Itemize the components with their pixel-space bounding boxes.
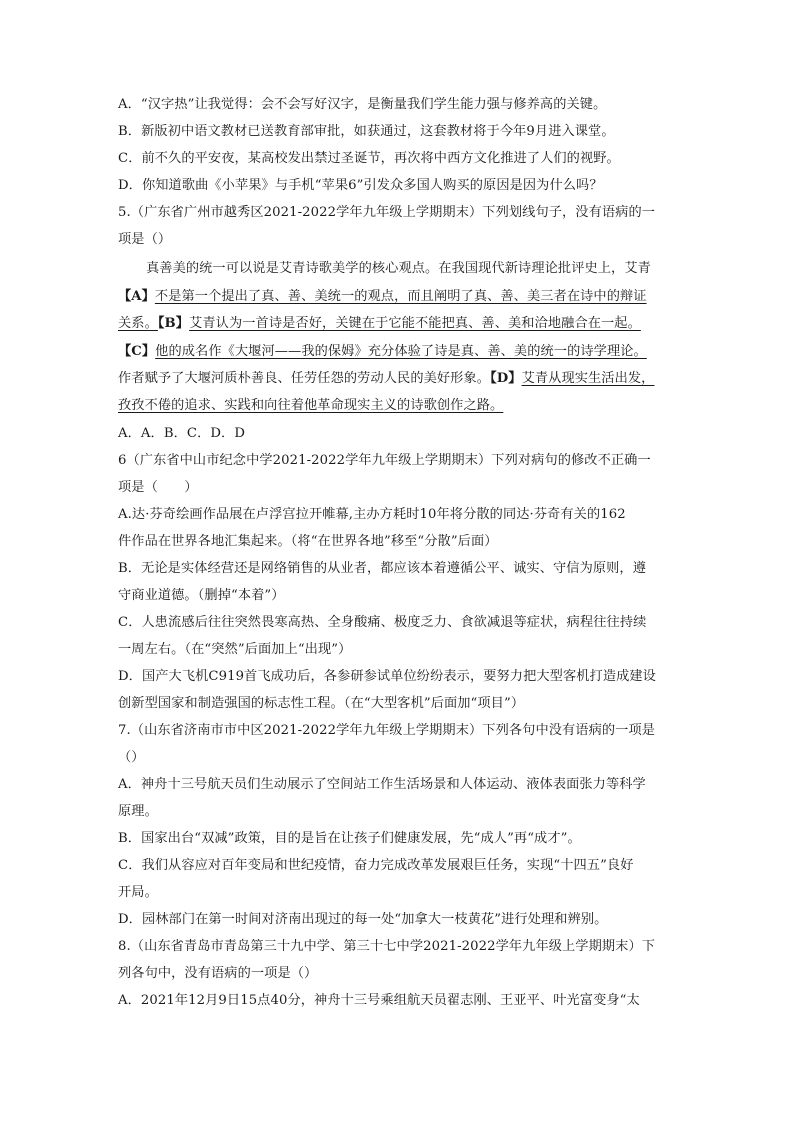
question-5-stem: 5.（广东省广州市越秀区2021-2022学年九年级上学期期末）下列划线句子，没有语病的一 bbox=[118, 205, 656, 220]
underlined-sentence-a-end: 关系。 bbox=[118, 316, 158, 331]
question-7-stem: 7.（山东省济南市市中区2021-2022学年九年级上学期期末）下列各句中没有语病的一项是 bbox=[118, 723, 656, 738]
passage-line bbox=[118, 314, 678, 336]
passage-line bbox=[118, 342, 678, 364]
text-line: C．人患流感后往往突然畏寒高热、全身酸痛、极度乏力、食欲减退等症状，病程往往持续 bbox=[118, 615, 647, 630]
text-line: D．国产大飞机C919首飞成功后，各参研参试单位纷纷表示，要努力把大型客机打造成建设 bbox=[118, 669, 656, 684]
text-line: 原理。 bbox=[118, 804, 158, 819]
text-line: A.达·芬奇绘画作品展在卢浮宫拉开帷幕,主办方耗时10年将分散的同达·芬奇有关的162 bbox=[118, 507, 626, 522]
text-line: A．2021年12月9日15点40分，神舟十三号乘组航天员翟志刚、王亚平、叶光富变身“太 bbox=[118, 993, 640, 1008]
text-line: C．前不久的平安夜，某高校发出禁过圣诞节，再次将中西方文化推进了人们的视野。 bbox=[118, 151, 620, 166]
underlined-sentence-d-end: 孜孜不倦的追求、实践和向往着他革命现实主义的诗歌创作之路。 bbox=[118, 398, 504, 413]
label-c: 【C】 bbox=[118, 344, 156, 359]
text-line: 项是（） bbox=[118, 232, 172, 247]
text-line: D．园林部门在第一时间对济南出现过的每一处“加拿大一枝黄花”进行处理和辨别。 bbox=[118, 912, 608, 927]
underlined-sentence-a: 不是第一个提出了真、善、美统一的观点，而且阐明了真、善、美三者在诗中的辩证 bbox=[154, 289, 647, 304]
text-line: 开局。 bbox=[118, 885, 158, 900]
text-line: 创新型国家和制造强国的标志性工程。（在“大型客机”后面加“项目”） bbox=[118, 696, 525, 711]
underlined-sentence-d: 艾青从现实生活出发， bbox=[521, 371, 655, 386]
text-line: B．新版初中语文教材已送教育部审批，如获通过，这套教材将于今年9月进入课堂。 bbox=[118, 124, 615, 139]
question-8-stem: 8.（山东省青岛市青岛第三十九中学、第三十七中学2021-2022学年九年级上学期期末）下 bbox=[118, 939, 656, 954]
text-line: 一周左右。（在“突然”后面加上“出现”） bbox=[118, 642, 352, 657]
text-line: A．神舟十三号航天员们生动展示了空间站工作生活场景和人体运动、液体表面张力等科学 bbox=[118, 777, 646, 792]
answer-options: A．A．B．C．D．D bbox=[118, 426, 246, 441]
text-line: 守商业道德。（删掉“本着”） bbox=[118, 588, 285, 603]
text-line: 项是（ ） bbox=[118, 480, 198, 495]
underlined-sentence-c: 他的成名作《大堰河——我的保姆》充分体验了诗是真、善、美的统一的诗学理论。 bbox=[155, 344, 647, 359]
label-d: 【D】 bbox=[490, 371, 522, 386]
text-line: （） bbox=[118, 750, 145, 765]
text-line: 件作品在世界各地汇集起来。（将“在世界各地”移至“分散”后面） bbox=[118, 534, 498, 549]
text-line: 列各句中，没有语病的一项是（） bbox=[118, 966, 318, 981]
text-line: A．“汉字热”让我觉得：会不会写好汉字，是衡量我们学生能力强与修养高的关键。 bbox=[118, 97, 607, 112]
passage-line: 真善美的统一可以说是艾青诗歌美学的核心观点。在我国现代新诗理论批评史上，艾青 bbox=[146, 261, 651, 276]
question-6-stem: 6（广东省中山市纪念中学2021-2022学年九年级上学期期末）下列对病句的修改不正确一 bbox=[118, 453, 651, 468]
label-b: 【B】 bbox=[157, 316, 190, 331]
text-line: D．你知道歌曲《小苹果》与手机“苹果6”引发众多国人购买的原因是因为什么吗？ bbox=[118, 178, 603, 193]
label-a: 【A】 bbox=[118, 289, 155, 304]
text-line: B．无论是实体经营还是网络销售的从业者，都应该本着遵循公平、诚实、守信为原则，遵 bbox=[118, 561, 646, 576]
passage-line bbox=[118, 369, 678, 391]
passage-line bbox=[118, 287, 678, 309]
underlined-sentence-b: 艾青认为一首诗是否好，关键在于它能不能把真、善、美和洽地融合在一起。 bbox=[189, 316, 641, 331]
passage-line bbox=[118, 396, 678, 418]
text-line: B．国家出台“双减”政策，目的是旨在让孩子们健康发展，先“成人”再“成才”。 bbox=[118, 831, 581, 846]
text-line: C．我们从容应对百年变局和世纪疫情，奋力完成改革发展艰巨任务，实现“十四五”良好 bbox=[118, 858, 634, 873]
plain-sentence: 作者赋予了大堰河质朴善良、任劳任怨的劳动人民的美好形象。 bbox=[118, 371, 491, 386]
